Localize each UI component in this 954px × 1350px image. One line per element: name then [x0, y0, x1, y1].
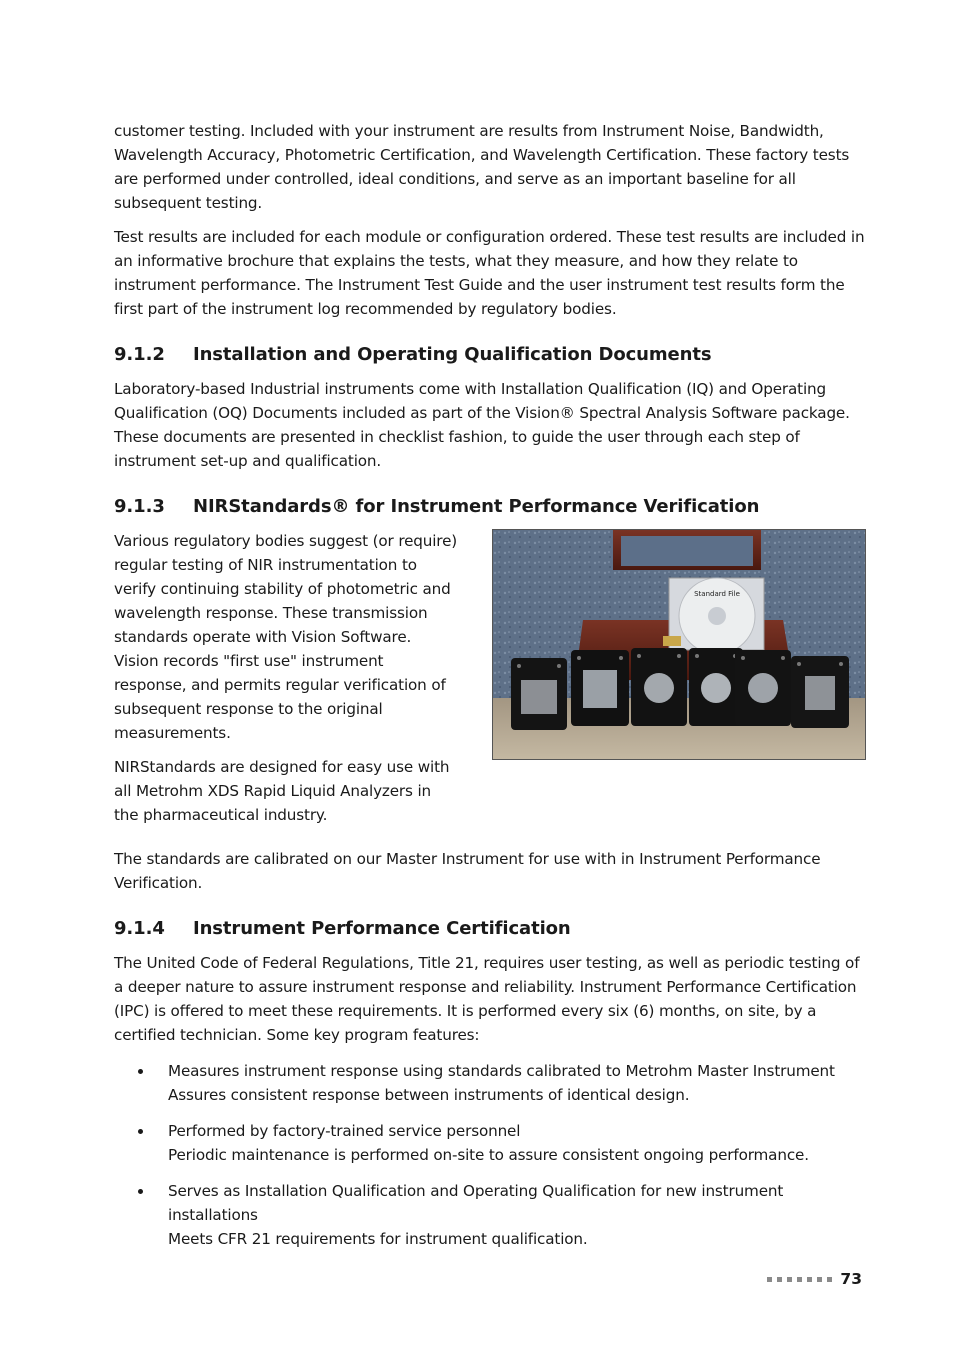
footer-square-icon	[807, 1277, 812, 1282]
section-number: 9.1.4	[114, 918, 165, 939]
standard-cuvette-blocks	[511, 648, 849, 730]
intro-paragraph-2: Test results are included for each module or configuration ordered. These test results are included in an informative brochure that explains the tests, what they measure, and how they relate to instrument performance. The Instrument Test Guide and the user instrument test results form the first part of the instrument log recommended by regulatory bodies.	[114, 228, 865, 318]
footer-square-icon	[787, 1277, 792, 1282]
section-number: 9.1.2	[114, 344, 165, 365]
section-heading-9-1-3	[114, 495, 866, 519]
page-number: 73	[840, 1270, 862, 1288]
section-9-1-4-paragraph: The United Code of Federal Regulations, Title 21, requires user testing, as well as periodic testing of a deeper nature to assure instrument response and reliability. Instrument Performance Certification (IPC) is offered to meet these requirements. It is performed every six (6) months, on site, by a certified technician. Some key program features:	[114, 954, 860, 1044]
footer-square-icon	[827, 1277, 832, 1282]
section-title: Instrument Performance Certification	[193, 918, 571, 939]
section-title: Installation and Operating Qualification Documents	[193, 344, 712, 365]
footer-square-icon	[777, 1277, 782, 1282]
list-item-line-1: Performed by factory-trained service personnel	[168, 1122, 521, 1140]
section-number: 9.1.3	[114, 496, 165, 517]
nirstandards-illustration	[493, 530, 865, 759]
section-heading-9-1-2	[114, 343, 866, 367]
footer-decoration	[767, 1277, 832, 1282]
footer-square-icon	[817, 1277, 822, 1282]
list-item-line-2: Meets CFR 21 requirements for instrument qualification.	[168, 1230, 588, 1248]
section-heading-9-1-4	[114, 917, 866, 941]
list-item-line-2: Assures consistent response between instruments of identical design.	[168, 1086, 690, 1104]
section-9-1-3-paragraph-2: NIRStandards are designed for easy use with all Metrohm XDS Rapid Liquid Analyzers in the pharmaceutical industry.	[114, 758, 450, 824]
section-9-1-2-paragraph: Laboratory-based Industrial instruments come with Installation Qualification (IQ) and Operating Qualification (OQ) Documents included as part of the Vision® Spectral Analysis Software package. These documents are presented in checklist fashion, to guide the user through each step of instrument set-up and qualification.	[114, 380, 850, 470]
nirstandards-block	[114, 529, 866, 837]
section-9-1-3-paragraph-3: The standards are calibrated on our Master Instrument for use with in Instrument Performance Verification.	[114, 850, 821, 892]
section-title: NIRStandards® for Instrument Performance Verification	[193, 496, 760, 517]
program-features-list	[114, 1059, 866, 1251]
footer-square-icon	[797, 1277, 802, 1282]
bullet-icon	[138, 1069, 143, 1074]
list-item-line-1: Serves as Installation Qualification and Operating Qualification for new instrument installations	[168, 1182, 784, 1224]
cd-label-text: Standard File	[694, 590, 740, 598]
nirstandards-photo	[492, 529, 866, 760]
document-page	[114, 119, 866, 1263]
list-item-line-2: Periodic maintenance is performed on-site to assure consistent ongoing performance.	[168, 1146, 809, 1164]
bullet-icon	[138, 1129, 143, 1134]
list-item	[114, 1179, 866, 1251]
footer-square-icon	[767, 1277, 772, 1282]
section-9-1-3-paragraph-1: Various regulatory bodies suggest (or require) regular testing of NIR instrumentation to verify continuing stability of photometric and wavelength response. These transmission standards operate with Vision Software. Vision records "first use" instrument response, and permits regular verification of subsequent response to the original measurements.	[114, 532, 458, 742]
list-item-line-1: Measures instrument response using standards calibrated to Metrohm Master Instrument	[168, 1062, 835, 1080]
list-item	[114, 1059, 866, 1107]
intro-paragraph-1: customer testing. Included with your instrument are results from Instrument Noise, Bandwidth, Wavelength Accuracy, Photometric Certification, and Wavelength Certification. These factory tests are performed under controlled, ideal conditions, and serve as an important baseline for all subsequent testing.	[114, 122, 850, 212]
list-item	[114, 1119, 866, 1167]
bullet-icon	[138, 1189, 143, 1194]
nirstandards-text	[114, 529, 459, 837]
page-footer	[767, 1268, 862, 1290]
